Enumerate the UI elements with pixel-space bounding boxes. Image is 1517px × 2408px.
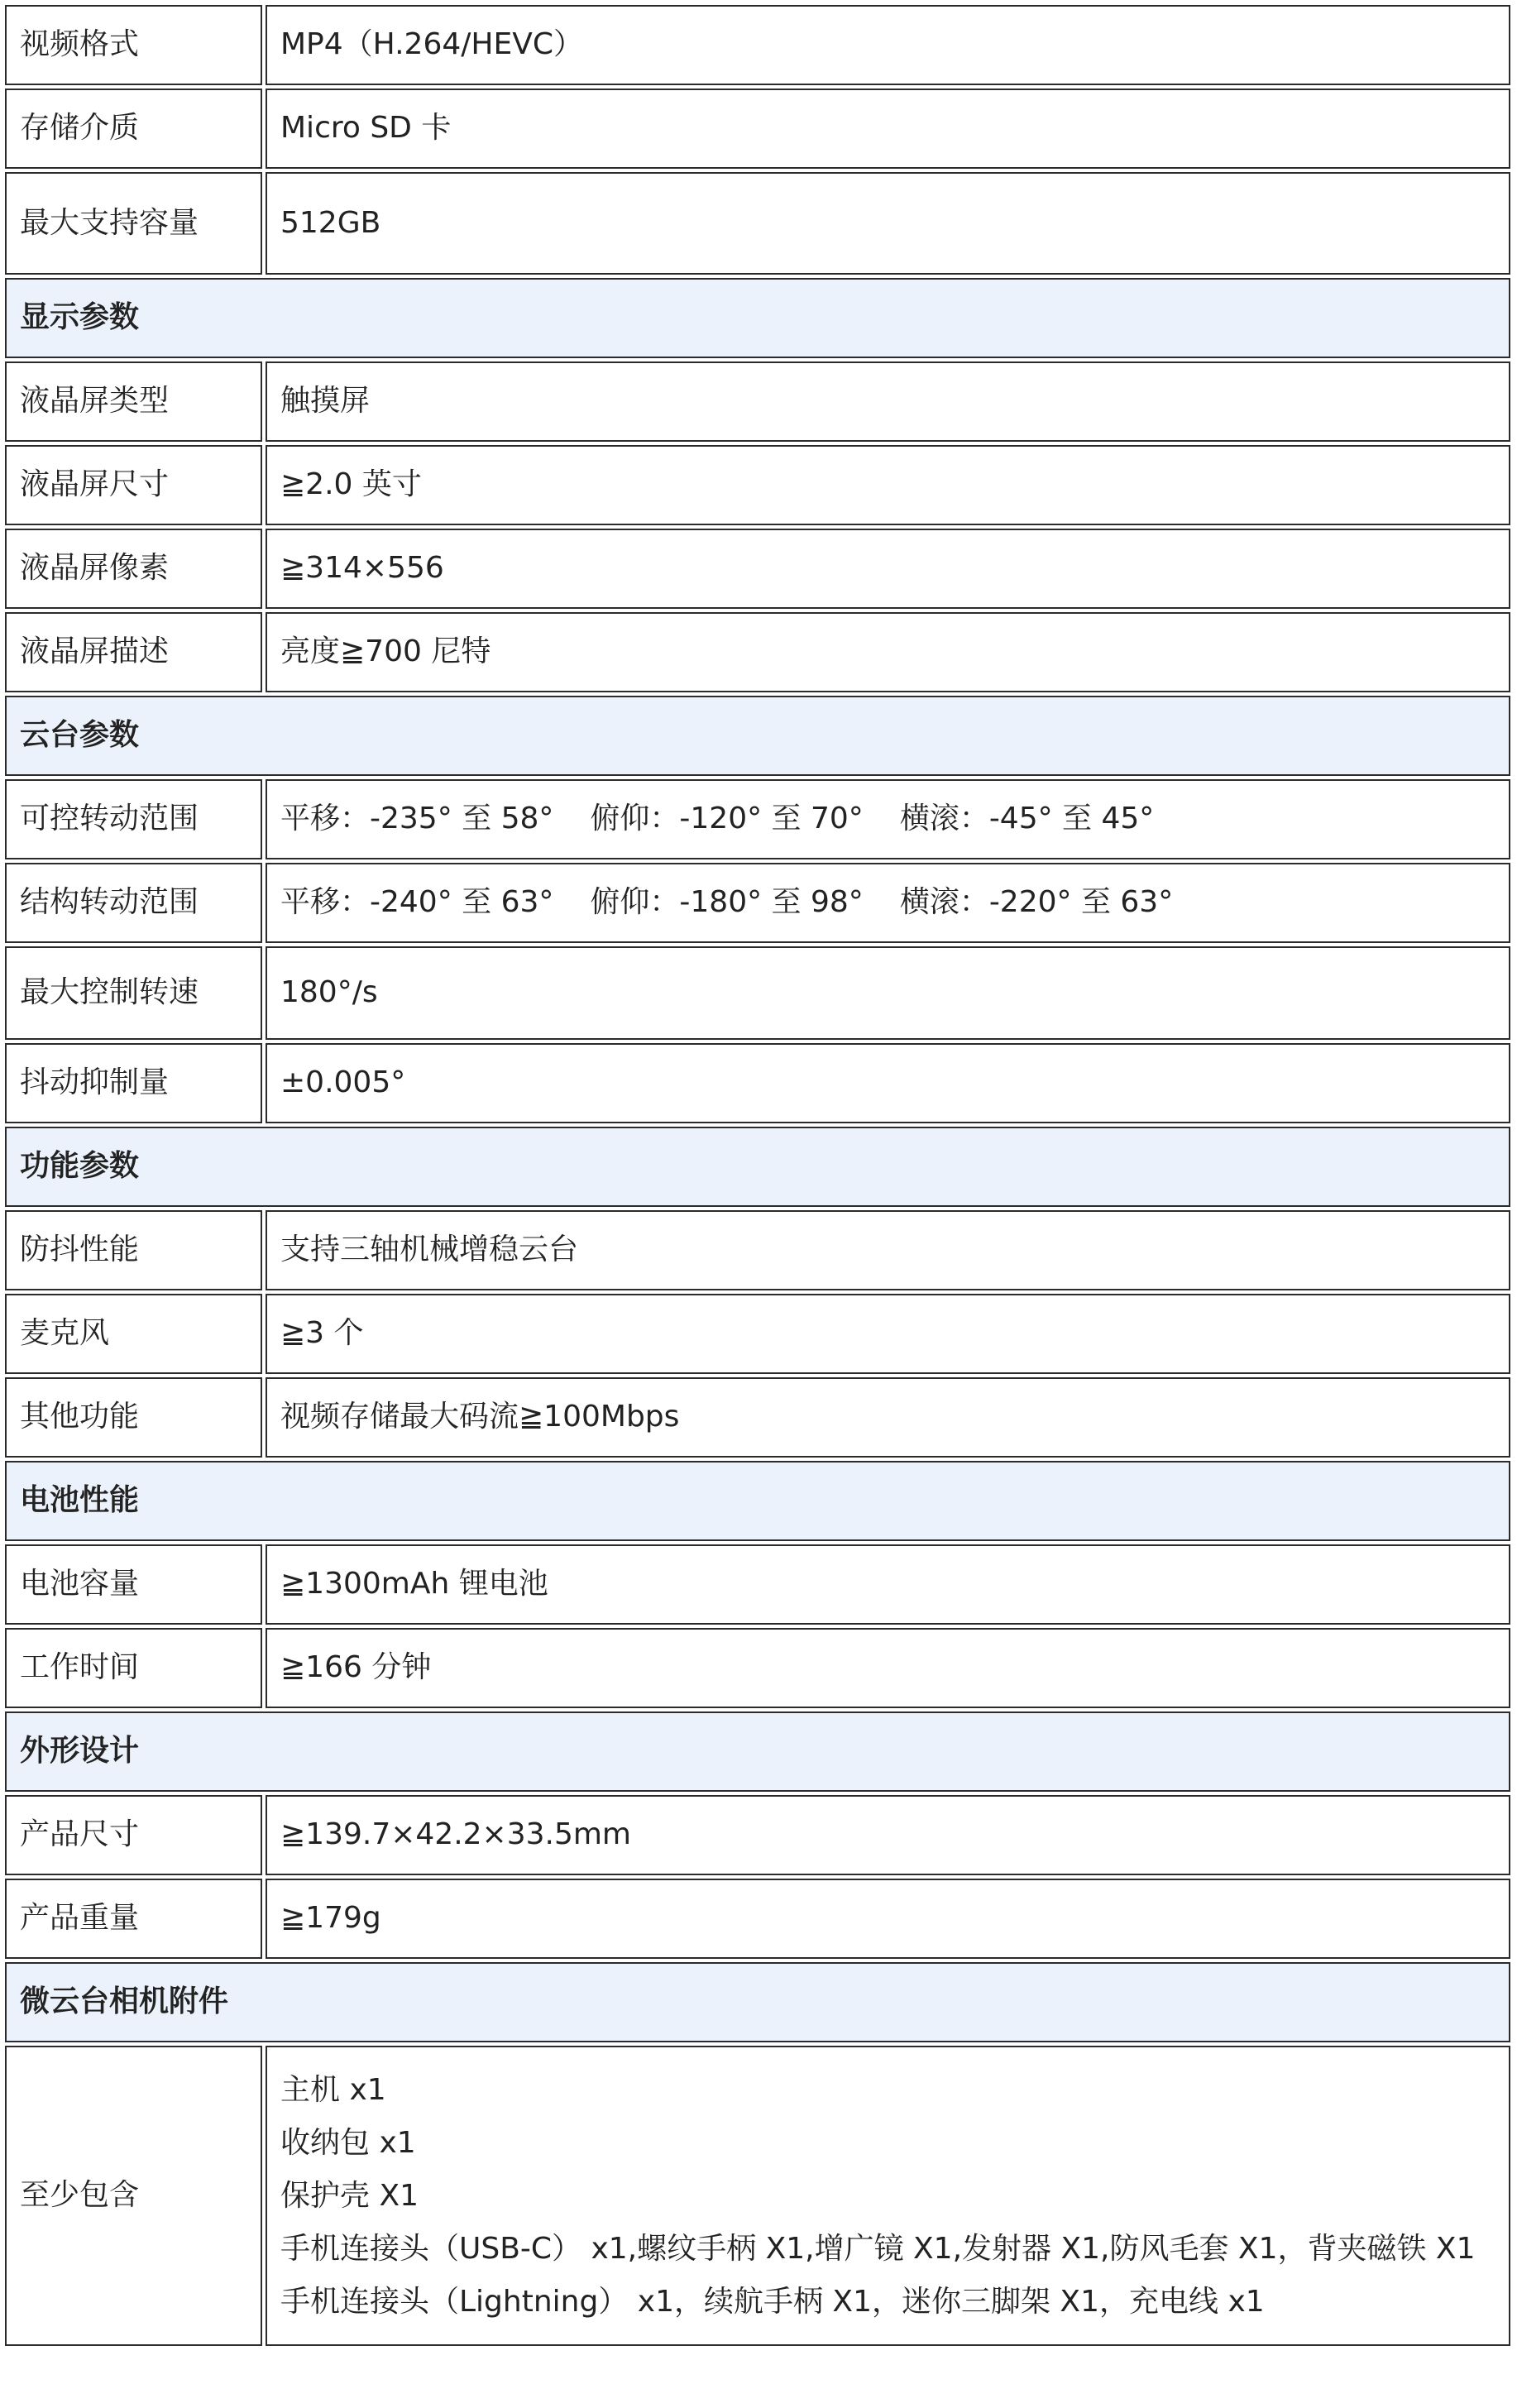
row-value: Micro SD 卡 (266, 89, 1510, 169)
row-value: 亮度≧700 尼特 (266, 612, 1510, 692)
row-value: 支持三轴机械增稳云台 (266, 1210, 1510, 1290)
row-label: 产品尺寸 (5, 1795, 262, 1875)
row-label: 存储介质 (5, 89, 262, 169)
section-title: 外形设计 (5, 1711, 1510, 1792)
row-value (266, 779, 1510, 859)
accessory-item: 手机连接头（Lightning） x1，续航手柄 X1，迷你三脚架 X1，充电线 x1 (280, 2284, 1265, 2319)
table-row (5, 863, 1510, 943)
section-header-accessories (5, 1962, 1510, 2042)
row-label: 可控转动范围 (5, 779, 262, 859)
tilt-range: 俯仰：-180° 至 98° (590, 885, 864, 920)
row-label: 最大控制转速 (5, 946, 262, 1040)
section-header-battery (5, 1461, 1510, 1541)
row-value: ≧314×556 (266, 529, 1510, 609)
section-header-gimbal (5, 696, 1510, 776)
table-row (5, 779, 1510, 859)
table-row (5, 2046, 1510, 2346)
table-row (5, 89, 1510, 169)
row-label: 产品重量 (5, 1879, 262, 1959)
table-row (5, 5, 1510, 85)
row-label: 抖动抑制量 (5, 1043, 262, 1123)
spec-table (2, 2, 1514, 2349)
accessory-item: 保护壳 X1 (280, 2178, 419, 2213)
section-title: 云台参数 (5, 696, 1510, 776)
row-label: 至少包含 (5, 2046, 262, 2346)
accessory-item: 主机 x1 (280, 2072, 386, 2107)
row-value (266, 863, 1510, 943)
row-value: 触摸屏 (266, 361, 1510, 442)
row-value: ±0.005° (266, 1043, 1510, 1123)
row-value: 512GB (266, 172, 1510, 275)
section-title: 显示参数 (5, 278, 1510, 358)
row-label: 液晶屏像素 (5, 529, 262, 609)
row-value: ≧2.0 英寸 (266, 445, 1510, 525)
row-label: 结构转动范围 (5, 863, 262, 943)
row-label: 视频格式 (5, 5, 262, 85)
row-label: 电池容量 (5, 1544, 262, 1625)
section-header-design (5, 1711, 1510, 1792)
pan-range: 平移：-240° 至 63° (280, 885, 554, 920)
row-value: ≧3 个 (266, 1294, 1510, 1374)
accessory-item: 手机连接头（USB-C） x1,螺纹手柄 X1,增广镜 X1,发射器 X1,防风毛套 X1，背夹磁铁 X1 (280, 2231, 1476, 2266)
table-row (5, 1879, 1510, 1959)
row-label: 工作时间 (5, 1628, 262, 1708)
table-row (5, 612, 1510, 692)
row-value: 180°/s (266, 946, 1510, 1040)
table-row (5, 946, 1510, 1040)
row-label: 其他功能 (5, 1377, 262, 1458)
accessory-item: 收纳包 x1 (280, 2125, 416, 2160)
row-value: ≧166 分钟 (266, 1628, 1510, 1708)
tilt-range: 俯仰：-120° 至 70° (590, 802, 864, 836)
row-value: ≧139.7×42.2×33.5mm (266, 1795, 1510, 1875)
pan-range: 平移：-235° 至 58° (280, 802, 554, 836)
section-title: 电池性能 (5, 1461, 1510, 1541)
row-label: 液晶屏尺寸 (5, 445, 262, 525)
roll-range: 横滚：-220° 至 63° (899, 885, 1174, 920)
row-label: 麦克风 (5, 1294, 262, 1374)
section-title: 功能参数 (5, 1127, 1510, 1207)
roll-range: 横滚：-45° 至 45° (899, 802, 1155, 836)
row-label: 液晶屏描述 (5, 612, 262, 692)
row-label: 液晶屏类型 (5, 361, 262, 442)
row-value: MP4（H.264/HEVC） (266, 5, 1510, 85)
table-row (5, 445, 1510, 525)
section-header-display (5, 278, 1510, 358)
row-value: ≧179g (266, 1879, 1510, 1959)
row-value: ≧1300mAh 锂电池 (266, 1544, 1510, 1625)
table-row (5, 1544, 1510, 1625)
table-row (5, 1294, 1510, 1374)
section-title: 微云台相机附件 (5, 1962, 1510, 2042)
spec-table-container (5, 5, 1510, 2349)
section-header-function (5, 1127, 1510, 1207)
row-label: 最大支持容量 (5, 172, 262, 275)
table-row (5, 1210, 1510, 1290)
table-row (5, 1043, 1510, 1123)
table-row (5, 1628, 1510, 1708)
table-row (5, 172, 1510, 275)
row-value: 视频存储最大码流≧100Mbps (266, 1377, 1510, 1458)
table-row (5, 1377, 1510, 1458)
table-row (5, 361, 1510, 442)
row-label: 防抖性能 (5, 1210, 262, 1290)
table-row (5, 529, 1510, 609)
accessory-list (266, 2046, 1510, 2346)
table-row (5, 1795, 1510, 1875)
